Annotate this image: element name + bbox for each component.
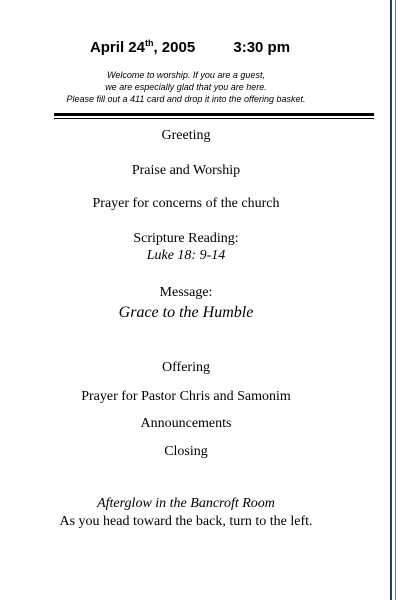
program-greeting: Greeting xyxy=(161,128,211,143)
afterglow-directions: As you head toward the back, turn to the left. xyxy=(59,514,313,529)
program-message-title: Grace to the Humble xyxy=(118,304,254,321)
program-closing: Closing xyxy=(164,444,208,459)
program-message-label: Message: xyxy=(159,285,213,300)
welcome-line-3: Please fill out a 411 card and drop it into the offering basket. xyxy=(66,94,306,104)
page-border-thick xyxy=(390,0,392,600)
service-time: 3:30 pm xyxy=(233,39,291,56)
welcome-note xyxy=(0,69,372,105)
program-offering: Offering xyxy=(162,360,210,375)
welcome-line-1: Welcome to worship. If you are a guest, xyxy=(107,70,265,80)
date-suffix: th xyxy=(144,38,154,48)
header-divider xyxy=(54,113,374,119)
program-scripture-ref: Luke 18: 9-14 xyxy=(146,248,226,263)
program-prayer-church: Prayer for concerns of the church xyxy=(92,196,280,211)
date-year: , 2005 xyxy=(153,39,196,56)
program-prayer-pastor: Prayer for Pastor Chris and Samonim xyxy=(81,389,291,404)
service-date xyxy=(90,38,195,56)
service-header xyxy=(0,38,380,56)
welcome-line-2: we are especially glad that you are here. xyxy=(105,82,267,92)
afterglow-location: Afterglow in the Bancroft Room xyxy=(97,496,275,511)
program-announcements: Announcements xyxy=(140,416,232,431)
divider-thick xyxy=(54,113,374,116)
program-scripture-label: Scripture Reading: xyxy=(133,231,239,246)
divider-thin xyxy=(54,118,374,119)
program-praise: Praise and Worship xyxy=(131,163,241,178)
date-main: April 24 xyxy=(89,39,145,56)
page-border-thin xyxy=(395,0,396,600)
